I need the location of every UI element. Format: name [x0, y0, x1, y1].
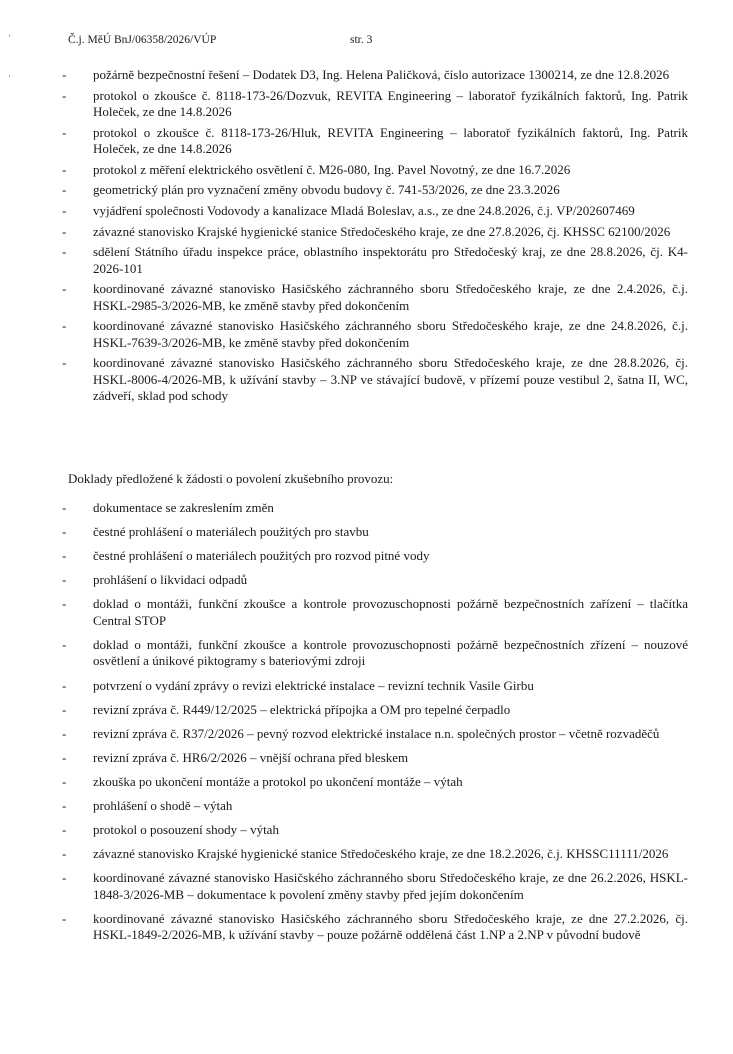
- list-item: - dokumentace se zakreslením změn: [60, 500, 688, 517]
- list-item: - revizní zpráva č. R37/2/2026 – pevný rozvod elektrické instalace n.n. společných prostor – včetně rozvaděčů: [60, 726, 688, 743]
- list-item: - prohlášení o shodě – výtah: [60, 798, 688, 815]
- list-item: - doklad o montáži, funkční zkoušce a kontrole provozuschopnosti požárně bezpečnostních zřízení – nouzové osvětlení a únikové piktogramy s bateriovými zdroji: [60, 637, 688, 670]
- document-reference: Č.j. MěÚ BnJ/06358/2026/VÚP: [68, 34, 217, 46]
- list-item: - revizní zpráva č. R449/12/2025 – elektrická přípojka a OM pro tepelné čerpadlo: [60, 702, 688, 719]
- list-item: - prohlášení o likvidaci odpadů: [60, 572, 688, 589]
- attachments-list: [60, 67, 688, 409]
- list-item: - protokol o posouzení shody – výtah: [60, 822, 688, 839]
- page-header: [68, 34, 693, 52]
- list-item: - protokol o zkoušce č. 8118-173-26/Hluk, REVITA Engineering – laboratoř fyzikálních faktorů, Ing. Patrik Holeček, ze dne 14.8.2026: [60, 125, 688, 158]
- list-item: - protokol o zkoušce č. 8118-173-26/Dozvuk, REVITA Engineering – laboratoř fyzikálních faktorů, Ing. Patrik Holeček, ze dne 14.8.2026: [60, 88, 688, 121]
- list-item: - revizní zpráva č. HR6/2/2026 – vnější ochrana před bleskem: [60, 750, 688, 767]
- list-item: - geometrický plán pro vyznačení změny obvodu budovy č. 741-53/2026, ze dne 23.3.2026: [60, 182, 688, 199]
- list-item: - čestné prohlášení o materiálech použitých pro stavbu: [60, 524, 688, 541]
- list-item: - čestné prohlášení o materiálech použitých pro rozvod pitné vody: [60, 548, 688, 565]
- section-intro: Doklady předložené k žádosti o povolení zkušebního provozu:: [68, 471, 394, 486]
- list-item: - závazné stanovisko Krajské hygienické stanice Středočeského kraje, ze dne 18.2.2026, č.j. KHSSC11111/2026: [60, 846, 688, 863]
- list-item: - požárně bezpečnostní řešení – Dodatek D3, Ing. Helena Paličková, číslo autorizace 1300214, ze dne 12.8.2026: [60, 67, 688, 84]
- list-item: - koordinované závazné stanovisko Hasičského záchranného sboru Středočeského kraje, ze dne 27.2.2026, čj. HSKL-1849-2/2026-MB, k užívání stavby – pouze požárně oddělená část 1.NP a 2.NP v původní budově: [60, 911, 688, 944]
- list-item: - koordinované závazné stanovisko Hasičského záchranného sboru Středočeského kraje, ze dne 26.2.2026, HSKL-1848-3/2026-MB – dokumentace k povolení změny stavby před jejím dokončením: [60, 870, 688, 903]
- list-item: - závazné stanovisko Krajské hygienické stanice Středočeského kraje, ze dne 27.8.2026, čj. KHSSC 62100/2026: [60, 224, 688, 241]
- list-item: - sdělení Státního úřadu inspekce práce, oblastního inspektorátu pro Středočeský kraj, ze dne 28.8.2026, čj. K4-2026-101: [60, 244, 688, 277]
- list-item: - potvrzení o vydání zprávy o revizi elektrické instalace – revizní technik Vasile Girbu: [60, 678, 688, 695]
- list-item: - doklad o montáži, funkční zkoušce a kontrole provozuschopnosti požárně bezpečnostních zařízení – tlačítka Central STOP: [60, 596, 688, 629]
- list-item: - koordinované závazné stanovisko Hasičského záchranného sboru Středočeského kraje, ze dne 2.4.2026, č.j. HSKL-2985-3/2026-MB, ke změně stavby před dokončením: [60, 281, 688, 314]
- list-item: - vyjádření společnosti Vodovody a kanalizace Mladá Boleslav, a.s., ze dne 24.8.2026, č.j. VP/202607469: [60, 203, 688, 220]
- list-item: - protokol z měření elektrického osvětlení č. M26-080, Ing. Pavel Novotný, ze dne 16.7.2026: [60, 162, 688, 179]
- trial-operation-documents-list: [60, 500, 688, 952]
- list-item: - koordinované závazné stanovisko Hasičského záchranného sboru Středočeského kraje, ze dne 24.8.2026, č.j. HSKL-7639-3/2026-MB, ke změně stavby před dokončením: [60, 318, 688, 351]
- list-item: - koordinované závazné stanovisko Hasičského záchranného sboru Středočeského kraje, ze dne 28.8.2026, čj. HSKL-8006-4/2026-MB, k užívání stavby – 3.NP ve stávající budově, v přízemí pouze vestibul 2, šatna II, WC, zádveří, sklad pod schody: [60, 355, 688, 405]
- list-item: - zkouška po ukončení montáže a protokol po ukončení montáže – výtah: [60, 774, 688, 791]
- page-number: str. 3: [350, 34, 373, 46]
- scan-marks: ’ ‘: [8, 33, 11, 83]
